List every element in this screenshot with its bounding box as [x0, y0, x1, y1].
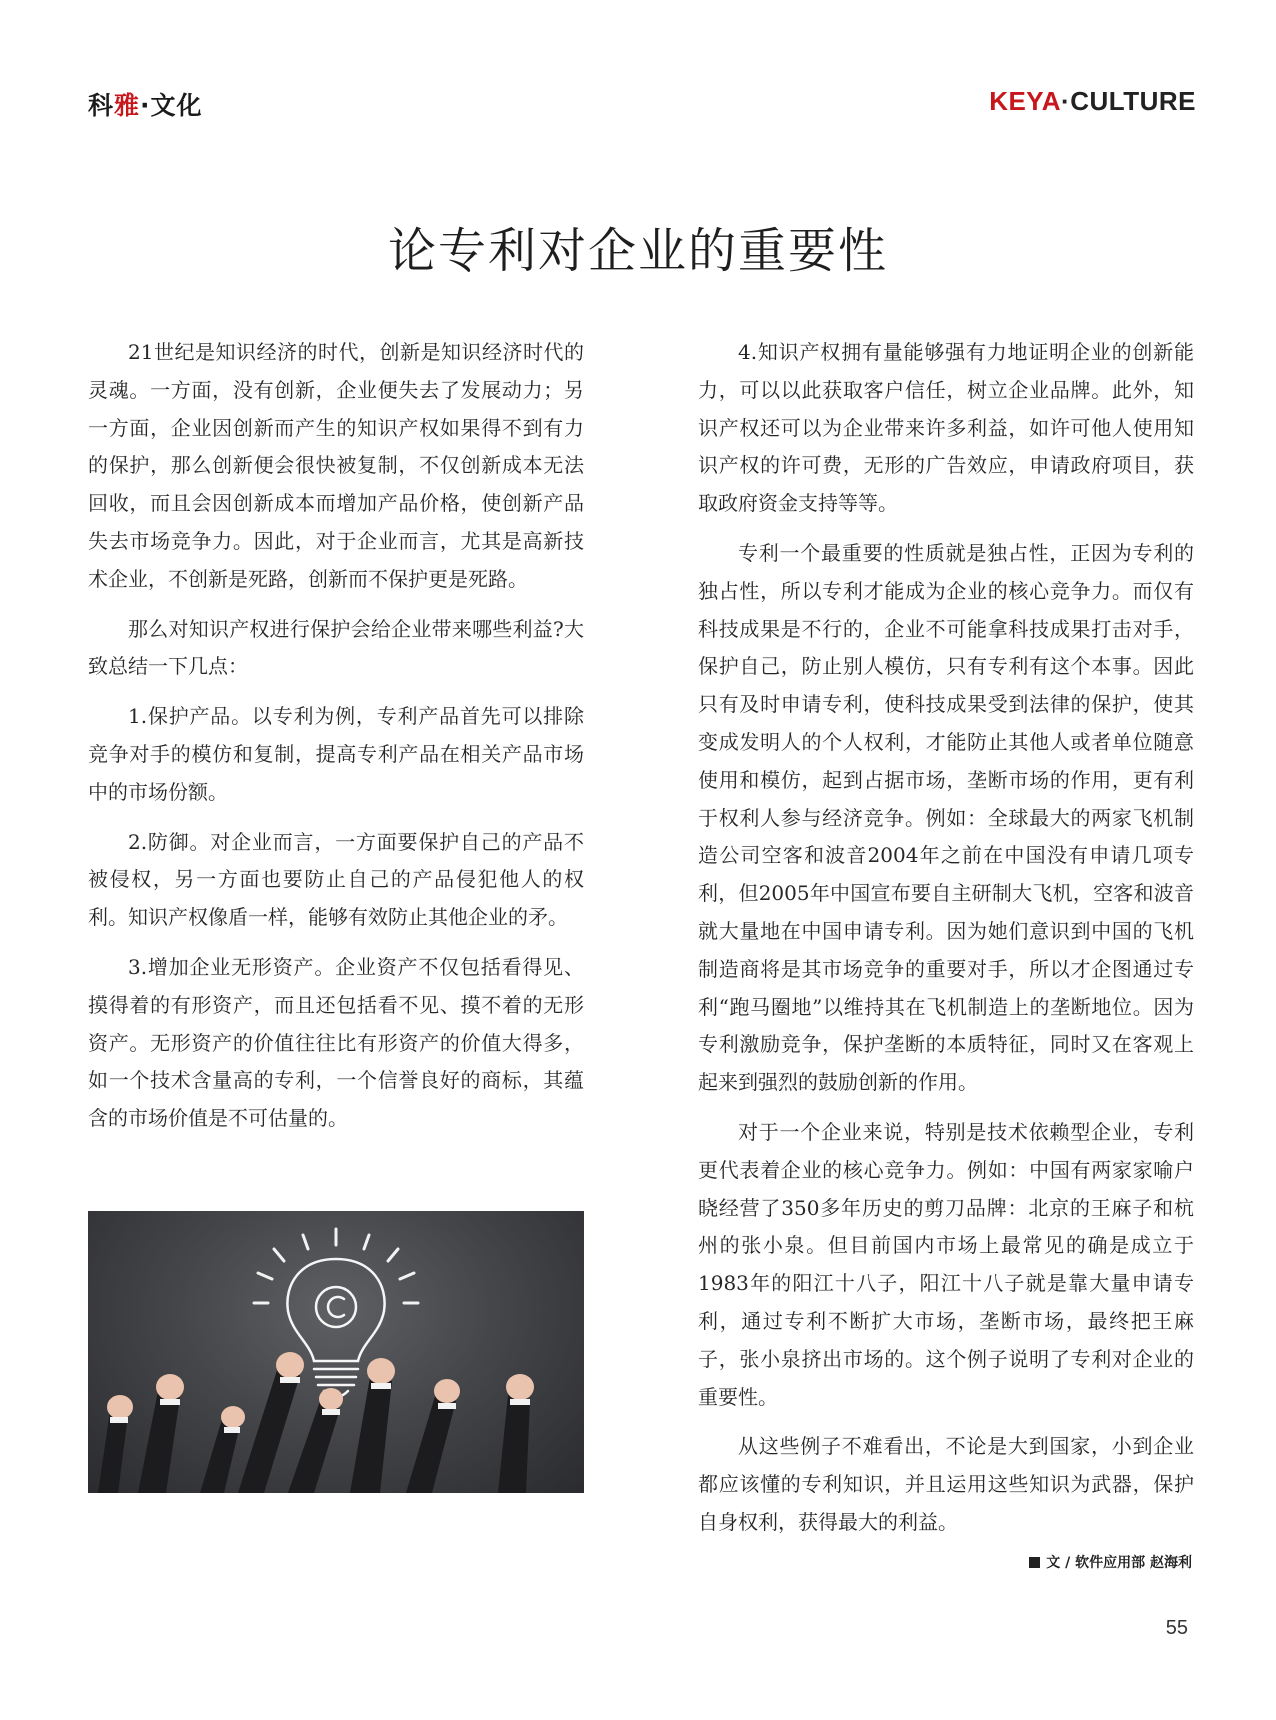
section-header-en: [989, 86, 1196, 117]
paragraph: 从这些例子不难看出，不论是大到国家，小到企业都应该懂的专利知识，并且运用这些知识为武器，保护自身权利，获得最大的利益。: [698, 1434, 1194, 1534]
page-number: 55: [1165, 1617, 1188, 1639]
section-label-en: ·CULTURE: [1061, 86, 1196, 116]
left-column: [88, 334, 584, 1150]
brand-char-ke: 科: [88, 91, 115, 120]
article-title: 论专利对企业的重要性: [387, 223, 888, 280]
paragraph: 1.保护产品。以专利为例，专利产品首先可以排除竞争对手的模仿和复制，提高专利产品在相关产品市场中的市场份额。: [88, 704, 584, 804]
right-column: [698, 334, 1194, 1554]
paragraph: 21世纪是知识经济的时代，创新是知识经济时代的灵魂。一方面，没有创新，企业便失去了发展动力；另一方面，企业因创新而产生的知识产权如果得不到有力的保护，那么创新便会很快被复制，不仅创新成本无法回收，而且会因创新成本而增加产品价格，使创新产品失去市场竞争力。因此，对于企业而言，尤其是高新技术企业，不创新是死路，创新而不保护更是死路。: [88, 340, 584, 591]
section-label-cn: ·文化: [140, 91, 203, 120]
lightbulb-copyright-icon: [88, 1211, 584, 1493]
paragraph: 那么对知识产权进行保护会给企业带来哪些利益?大致总结一下几点：: [88, 616, 584, 679]
section-header-cn: [88, 86, 203, 122]
brand-char-ya: 雅: [114, 91, 141, 120]
paragraph: 3.增加企业无形资产。企业资产不仅包括看得见、摸得着的有形资产，而且还包括看不见、摸不着的无形资产。无形资产的价值往往比有形资产的价值大得多，如一个技术含量高的专利，一个信誉良好的商标，其蕴含的市场价值是不可估量的。: [88, 954, 584, 1131]
author-byline: [1029, 1552, 1192, 1572]
paragraph: 专利一个最重要的性质就是独占性，正因为专利的独占性，所以专利才能成为企业的核心竞争力。而仅有科技成果是不行的，企业不可能拿科技成果打击对手，保护自己，防止别人模仿，只有专利有这个本事。因此只有及时申请专利，使科技成果受到法律的保护，使其变成发明人的个人权利，才能防止其他人或者单位随意使用和模仿，起到占据市场，垄断市场的作用，更有利于权利人参与经济竞争。例如：全球最大的两家飞机制造公司空客和波音2004年之前在中国没有申请几项专利，但2005年中国宣布要自主研制大飞机，空客和波音就大量地在中国申请专利。因为她们意识到中国的飞机制造商将是其市场竞争的重要对手，所以才企图通过专利“跑马圈地”以维持其在飞机制造上的垄断地位。因为专利激励竞争，保护垄断的本质特征，同时又在客观上起来到强烈的鼓励创新的作用。: [698, 540, 1194, 1095]
byline-text: 文 / 软件应用部 赵海利: [1046, 1555, 1192, 1571]
square-bullet-icon: [1029, 1557, 1040, 1568]
paragraph: 2.防御。对企业而言，一方面要保护自己的产品不被侵权，另一方面也要防止自己的产品侵犯他人的权利。知识产权像盾一样，能够有效防止其他企业的矛。: [88, 829, 584, 930]
brand-keya: KEYA: [989, 86, 1062, 116]
paragraph: 对于一个企业来说，特别是技术依赖型企业，专利更代表着企业的核心竞争力。例如：中国有两家家喻户晓经营了350多年历史的剪刀品牌：北京的王麻子和杭州的张小泉。但目前国内市场上最常见的确是成立于1983年的阳江十八子，阳江十八子就是靠大量申请专利，通过专利不断扩大市场，垄断市场，最终把王麻子，张小泉挤出市场的。这个例子说明了专利对企业的重要性。: [698, 1119, 1194, 1409]
paragraph: 4.知识产权拥有量能够强有力地证明企业的创新能力，可以以此获取客户信任，树立企业品牌。此外，知识产权还可以为企业带来许多利益，如许可他人使用知识产权的许可费，无形的广告效应，申请政府项目，获取政府资金支持等等。: [698, 340, 1194, 516]
article-photo: [88, 1211, 584, 1493]
